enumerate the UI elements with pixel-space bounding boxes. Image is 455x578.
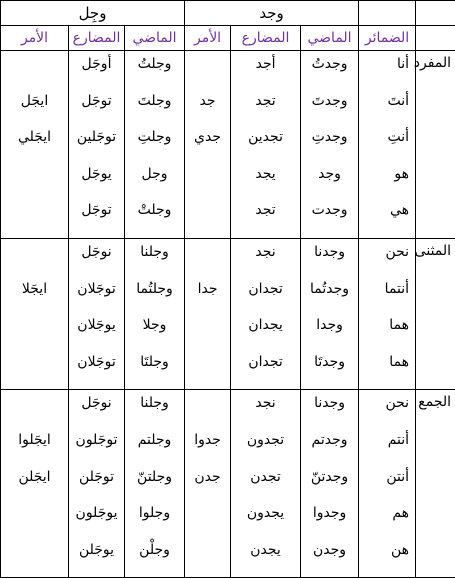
wajada-present-form: يجد <box>231 165 300 202</box>
wajada-present-cell <box>231 390 301 578</box>
wajila-present-cell <box>69 238 125 389</box>
wajada-present-form: أجد <box>231 55 300 92</box>
wajada-present-form: تجدان <box>231 353 300 390</box>
wajila-past-form: وجل <box>125 165 184 202</box>
wajada-imperative-cell <box>185 238 231 389</box>
wajila-past-cell <box>125 390 185 578</box>
wajila-imperative-cell <box>1 390 69 578</box>
wajada-past-cell <box>301 51 359 239</box>
wajila-present-form: توجَلان <box>69 280 124 317</box>
wajada-imperative-form <box>185 316 230 353</box>
wajila-past-form: وجلتُ <box>125 55 184 92</box>
pronoun-form: هما <box>359 316 415 353</box>
pronoun-form: أنتن <box>359 468 415 505</box>
wajila-present-form: يوجَلن <box>69 541 124 578</box>
wajila-past-form: وجلْن <box>125 541 184 578</box>
pronoun-form: أنتِ <box>359 128 415 165</box>
wajila-present-form: توجَل <box>69 201 124 238</box>
wajada-past-form: وجدتُما <box>301 280 358 317</box>
wajada-past-form: وجدتم <box>301 431 358 468</box>
verb-wajila-header: وجِل <box>1 1 185 26</box>
wajila-imperative-form <box>1 353 68 390</box>
wajada-past-form: وجدنا <box>301 243 358 280</box>
pronoun-form: أنتما <box>359 280 415 317</box>
wajada-imperative-cell <box>185 390 231 578</box>
wajada-past-form: وجدا <box>301 316 358 353</box>
pronoun-form: هن <box>359 541 415 578</box>
wajada-imperative-form <box>185 165 230 202</box>
wajila-present-form: نوجَل <box>69 243 124 280</box>
wajada-present-form: يجدان <box>231 316 300 353</box>
group-row <box>1 390 455 578</box>
wajila-present-form: توجَلان <box>69 353 124 390</box>
pronoun-form: نحن <box>359 243 415 280</box>
wajila-past-form: وجلتُما <box>125 280 184 317</box>
wajila-past-form: وجلنا <box>125 394 184 431</box>
wajada-present-form: يجدون <box>231 504 300 541</box>
wajada-imperative-form: جدي <box>185 128 230 165</box>
wajada-past-form: وجدتِ <box>301 128 358 165</box>
wajila-imperative-form: ايجَل <box>1 92 68 129</box>
imperative2-header: الأمر <box>1 26 69 51</box>
past-header: الماضي <box>301 26 359 51</box>
wajila-imperative-form <box>1 55 68 92</box>
wajada-present-form: تجدن <box>231 468 300 505</box>
wajila-imperative-form <box>1 165 68 202</box>
wajada-imperative-form: جدا <box>185 280 230 317</box>
verb-header-row <box>1 1 455 26</box>
wajila-past-form: وجلتنّ <box>125 468 184 505</box>
blank-header-cell <box>359 1 416 26</box>
wajila-imperative-form <box>1 541 68 578</box>
wajada-present-form: تجدون <box>231 431 300 468</box>
wajada-imperative-form <box>185 353 230 390</box>
wajila-past-form: وجلتْ <box>125 201 184 238</box>
pronoun-form: نحن <box>359 394 415 431</box>
wajila-imperative-form: ايجَلا <box>1 280 68 317</box>
wajila-past-form: وجلنا <box>125 243 184 280</box>
wajila-present-form: توجَلون <box>69 431 124 468</box>
wajada-past-form: وجد <box>301 165 358 202</box>
wajila-imperative-form <box>1 504 68 541</box>
wajada-past-cell <box>301 238 359 389</box>
wajila-past-form: وجلتَ <box>125 92 184 129</box>
group-label: الجمع <box>416 390 455 578</box>
group-header-blank <box>416 26 455 51</box>
group-row <box>1 238 455 389</box>
wajila-present-form: أوجَل <box>69 55 124 92</box>
wajada-imperative-form <box>185 243 230 280</box>
wajila-present-form: نوجَل <box>69 394 124 431</box>
wajada-past-form: وجدتَ <box>301 92 358 129</box>
wajila-past-form: وجلوا <box>125 504 184 541</box>
pronoun-form: هم <box>359 504 415 541</box>
verb-wajada-header: وجد <box>185 1 359 26</box>
wajila-present-form: يوجَلون <box>69 504 124 541</box>
wajada-present-form: يجدن <box>231 541 300 578</box>
group-label: المفرد <box>416 51 455 239</box>
wajila-imperative-form: ايجَلوا <box>1 431 68 468</box>
wajila-past-form: وجلتِ <box>125 128 184 165</box>
pronoun-form: أنا <box>359 55 415 92</box>
wajada-imperative-form: جدن <box>185 468 230 505</box>
conjugation-body <box>1 51 455 578</box>
wajada-past-cell <box>301 390 359 578</box>
wajada-present-form: نجد <box>231 394 300 431</box>
pronoun-cell <box>359 238 416 389</box>
wajila-imperative-form <box>1 316 68 353</box>
wajila-imperative-cell <box>1 51 69 239</box>
wajada-past-form: وجدتَا <box>301 353 358 390</box>
wajila-past-cell <box>125 238 185 389</box>
wajila-past-form: وجلا <box>125 316 184 353</box>
wajada-imperative-form <box>185 504 230 541</box>
wajada-present-cell <box>231 51 301 239</box>
pronouns-header: الضمائر <box>359 26 416 51</box>
wajada-imperative-cell <box>185 51 231 239</box>
wajada-past-form: وجدت <box>301 201 358 238</box>
wajila-present-form: يوجَلان <box>69 316 124 353</box>
wajila-past-cell <box>125 51 185 239</box>
corner-cell <box>416 1 455 26</box>
wajada-present-form: تجدان <box>231 280 300 317</box>
wajila-present-form: توجَلن <box>69 468 124 505</box>
wajada-present-form: تجد <box>231 92 300 129</box>
wajada-imperative-form <box>185 201 230 238</box>
wajada-present-form: تجدين <box>231 128 300 165</box>
wajada-past-form: وجدن <box>301 541 358 578</box>
wajila-present-cell <box>69 51 125 239</box>
past2-header: الماضي <box>125 26 185 51</box>
wajada-present-form: تجد <box>231 201 300 238</box>
wajada-past-form: وجدتُ <box>301 55 358 92</box>
present-header: المضارع <box>231 26 301 51</box>
wajada-past-form: وجدنا <box>301 394 358 431</box>
wajada-past-form: وجدتنّ <box>301 468 358 505</box>
present2-header: المضارع <box>69 26 125 51</box>
wajada-imperative-form <box>185 394 230 431</box>
group-label: المثنى <box>416 238 455 389</box>
group-row <box>1 51 455 239</box>
wajila-imperative-cell <box>1 238 69 389</box>
wajila-past-form: وجلتم <box>125 431 184 468</box>
pronoun-form: هو <box>359 165 415 202</box>
wajada-present-cell <box>231 238 301 389</box>
wajada-imperative-form <box>185 55 230 92</box>
pronoun-form: أنتم <box>359 431 415 468</box>
wajila-present-cell <box>69 390 125 578</box>
wajila-imperative-form: ايجَلي <box>1 128 68 165</box>
wajada-imperative-form: جد <box>185 92 230 129</box>
wajada-present-form: نجد <box>231 243 300 280</box>
wajila-imperative-form: ايجَلن <box>1 468 68 505</box>
pronoun-cell <box>359 390 416 578</box>
pronoun-form: هما <box>359 353 415 390</box>
imperative-header: الأمر <box>185 26 231 51</box>
wajada-imperative-form: جدوا <box>185 431 230 468</box>
pronoun-form: أنتَ <box>359 92 415 129</box>
pronoun-form: هي <box>359 201 415 238</box>
wajila-present-form: يوجَل <box>69 165 124 202</box>
wajila-imperative-form <box>1 243 68 280</box>
wajila-imperative-form <box>1 394 68 431</box>
wajila-present-form: توجَل <box>69 92 124 129</box>
wajada-past-form: وجدوا <box>301 504 358 541</box>
tense-header-row <box>1 26 455 51</box>
wajila-past-form: وجلتَا <box>125 353 184 390</box>
wajada-imperative-form <box>185 541 230 578</box>
wajila-imperative-form <box>1 201 68 238</box>
wajila-present-form: توجَلين <box>69 128 124 165</box>
pronoun-cell <box>359 51 416 239</box>
